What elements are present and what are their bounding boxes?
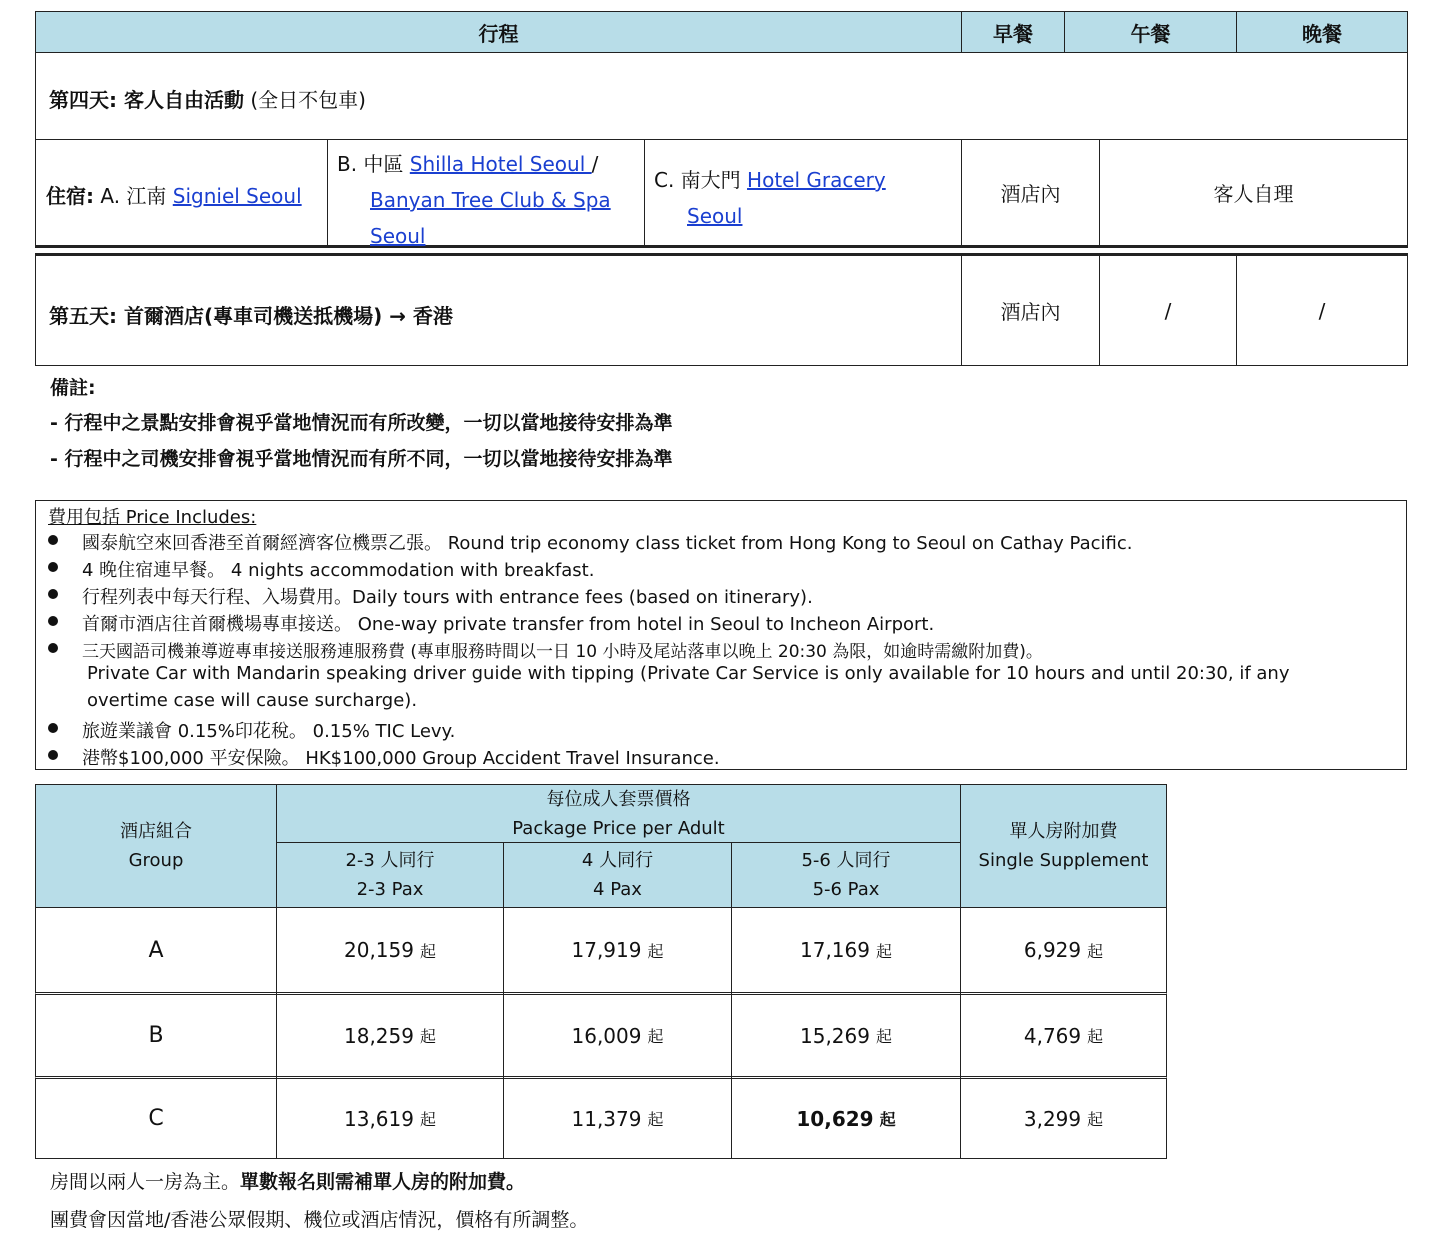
accommodation-a	[46, 180, 302, 209]
footer-note-1-bold: 單數報名則需補單人房的附加費。	[240, 1171, 526, 1193]
pax-header-zh: 2-3 人同行	[345, 850, 435, 871]
group-cell: A	[35, 907, 277, 993]
includes-title: 費用包括 Price Includes:	[48, 507, 257, 528]
include-item: 旅遊業議會 0.15%印花稅。 0.15% TIC Levy.	[82, 721, 456, 742]
hotel-signiel-link[interactable]: Signiel Seoul	[172, 184, 302, 208]
group-cell: B	[35, 992, 277, 1077]
accommodation-b-cell	[327, 139, 645, 248]
price-cell	[731, 992, 961, 1077]
remark-item: - 行程中之景點安排會視乎當地情況而有所改變，一切以當地接待安排為準	[50, 412, 673, 434]
header-schedule: 行程	[35, 11, 962, 53]
pax-header-4	[503, 842, 732, 908]
hotel-banyan-link-line2[interactable]: Seoul	[370, 224, 426, 248]
accommodation-label: 住宿:	[46, 184, 94, 208]
price-cell	[503, 1076, 732, 1159]
day5-lunch: /	[1099, 253, 1237, 366]
price-cell	[276, 992, 504, 1077]
pax-header-5-6	[731, 842, 961, 908]
day5-breakfast: 酒店內	[961, 253, 1100, 366]
hotel-separator: /	[591, 152, 599, 176]
include-item: 港幣$100,000 平安保險。 HK$100,000 Group Accident Travel Insurance.	[82, 748, 720, 769]
price-cell	[731, 1076, 961, 1159]
price-qi: 起	[1087, 1027, 1104, 1046]
header-lunch: 午餐	[1064, 11, 1237, 53]
single-value: 4,769	[1023, 1023, 1082, 1048]
pax-header-2-3	[276, 842, 504, 908]
include-item: 4 晚住宿連早餐。 4 nights accommodation with breakfast.	[82, 560, 595, 581]
single-value: 3,299	[1023, 1106, 1082, 1131]
pax-header-zh: 4 人同行	[581, 850, 654, 871]
price-value: 18,259	[344, 1023, 414, 1048]
single-supplement-header	[960, 784, 1167, 908]
accommodation-c-cell	[644, 139, 962, 248]
price-value: 16,009	[571, 1023, 642, 1048]
group-header-zh: 酒店組合	[120, 821, 192, 842]
pax-header-en: 5-6 Pax	[812, 879, 880, 900]
price-value: 11,379	[571, 1106, 642, 1131]
day4-row	[35, 52, 1408, 140]
day5-dinner: /	[1236, 253, 1408, 366]
price-value: 20,159	[344, 938, 414, 962]
day5-row	[35, 253, 962, 366]
pax-header-en: 4 Pax	[593, 879, 642, 900]
price-value: 10,629	[796, 1106, 874, 1131]
price-qi: 起	[879, 1110, 896, 1129]
day5-title: 第五天: 首爾酒店(專車司機送抵機場) → 香港	[49, 304, 453, 328]
price-qi: 起	[419, 941, 436, 961]
bullet-icon	[48, 723, 58, 733]
include-item-5-en-line2: overtime case will cause surcharge).	[87, 690, 418, 711]
price-qi: 起	[647, 1027, 664, 1046]
include-item: 首爾市酒店往首爾機場專車接送。 One-way private transfer from hotel in Seoul to Incheon Airport.	[82, 614, 935, 635]
header-breakfast: 早餐	[961, 11, 1065, 53]
price-cell	[276, 1076, 504, 1159]
accommodation-lunch-dinner: 客人自理	[1099, 139, 1408, 248]
pax-header-zh: 5-6 人同行	[801, 850, 891, 871]
price-qi: 起	[647, 941, 664, 961]
price-qi: 起	[419, 1027, 436, 1046]
footer-note-1	[50, 1167, 525, 1194]
single-cell	[960, 992, 1167, 1077]
accommodation-c-prefix: C. 南大門	[654, 168, 748, 192]
accommodation-a-prefix: A. 江南	[100, 184, 173, 208]
bullet-icon	[48, 643, 58, 653]
hotel-shilla-link[interactable]: Shilla Hotel Seoul	[409, 152, 592, 176]
include-item: 三天國語司機兼導遊專車接送服務連服務費 (專車服務時間以一日 10 小時及尾站落車以晚上 20:30 為限，如逾時需繳附加費)。	[82, 642, 1043, 662]
bullet-icon	[48, 589, 58, 599]
price-cell	[503, 907, 732, 993]
single-value: 6,929	[1023, 938, 1082, 962]
price-qi: 起	[875, 941, 892, 961]
price-cell	[276, 907, 504, 993]
price-cell	[731, 907, 961, 993]
accommodation-breakfast: 酒店內	[961, 139, 1100, 248]
price-value: 17,169	[800, 938, 870, 962]
price-qi: 起	[1087, 1110, 1104, 1129]
bullet-icon	[48, 535, 58, 545]
day4-note: (全日不包車)	[250, 88, 366, 112]
hotel-gracery-link-line2[interactable]: Seoul	[687, 204, 743, 228]
footer-note-1-normal: 房間以兩人一房為主。	[50, 1171, 241, 1193]
group-header	[35, 784, 277, 908]
header-dinner: 晚餐	[1236, 11, 1408, 53]
include-item: 行程列表中每天行程、入場費用。Daily tours with entrance fees (based on itinerary).	[82, 587, 813, 608]
accommodation-b-prefix: B. 中區	[337, 152, 410, 176]
package-header-en: Package Price per Adult	[512, 817, 725, 839]
remark-item: - 行程中之司機安排會視乎當地情況而有所不同，一切以當地接待安排為準	[50, 448, 673, 470]
single-header-zh: 單人房附加費	[1009, 821, 1118, 842]
accommodation-b	[337, 146, 611, 254]
price-cell	[503, 992, 732, 1077]
day4-text	[49, 84, 366, 113]
price-qi: 起	[419, 1110, 436, 1129]
package-header	[276, 784, 961, 843]
price-qi: 起	[647, 1110, 664, 1129]
accommodation-a-cell	[35, 139, 328, 248]
bullet-icon	[48, 750, 58, 760]
price-value: 17,919	[571, 938, 642, 962]
price-value: 13,619	[344, 1106, 414, 1131]
bullet-icon	[48, 616, 58, 626]
include-item-5-en-line1: Private Car with Mandarin speaking driver guide with tipping (Private Car Service is only available for 10 hours and until 20:30, if any	[87, 663, 1290, 684]
footer-note-2: 團費會因當地/香港公眾假期、機位或酒店情況，價格有所調整。	[50, 1209, 589, 1231]
bullet-icon	[48, 562, 58, 572]
group-header-en: Group	[128, 850, 184, 871]
hotel-gracery-link[interactable]: Hotel Gracery	[747, 168, 886, 192]
single-header-en: Single Supplement	[978, 850, 1149, 871]
package-header-zh: 每位成人套票價格	[546, 788, 691, 810]
accommodation-c	[654, 162, 886, 234]
single-cell	[960, 907, 1167, 993]
remarks-title: 備註:	[50, 377, 96, 399]
include-item: 國泰航空來回香港至首爾經濟客位機票乙張。 Round trip economy class ticket from Hong Kong to Seoul on Cathay Pacific.	[82, 533, 1133, 554]
price-qi: 起	[1087, 941, 1104, 961]
price-value: 15,269	[800, 1023, 870, 1048]
pax-header-en: 2-3 Pax	[356, 879, 424, 900]
price-qi: 起	[875, 1027, 892, 1046]
day4-title: 第四天: 客人自由活動	[49, 88, 244, 112]
hotel-banyan-link[interactable]: Banyan Tree Club & Spa	[370, 188, 611, 212]
group-cell: C	[35, 1076, 277, 1159]
single-cell	[960, 1076, 1167, 1159]
